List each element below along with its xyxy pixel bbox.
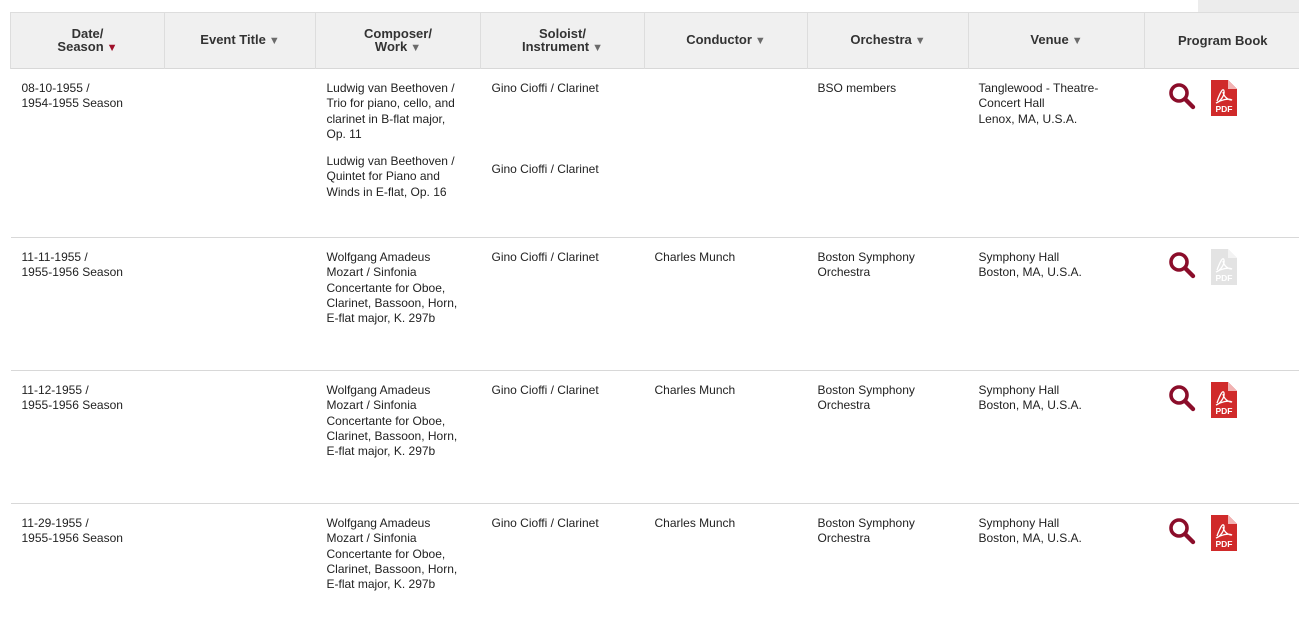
program-book-actions (1156, 383, 1291, 419)
program-book-actions (1156, 250, 1291, 286)
top-tab[interactable] (1198, 0, 1299, 12)
program-book-actions (1156, 516, 1291, 552)
venue-name[interactable]: Symphony Hall (979, 383, 1135, 398)
header-program-book (1145, 13, 1299, 69)
header-work-label: Work (375, 39, 407, 54)
pdf-icon[interactable] (1209, 381, 1239, 419)
soloist-item[interactable]: Gino Cioffi / Clarinet (492, 383, 631, 398)
orchestra-name[interactable]: BSO members (818, 81, 897, 95)
svg-text:PDF: PDF (1215, 273, 1232, 283)
cell-orchestra (808, 371, 969, 504)
sort-icon[interactable]: ▼ (915, 35, 926, 47)
cell-orchestra (808, 504, 969, 634)
table-row (11, 371, 1299, 504)
venue-name[interactable]: Tanglewood - Theatre-Concert Hall (979, 81, 1135, 112)
header-composer-work[interactable] (316, 13, 481, 69)
performance-date[interactable]: 11-11-1955 / (22, 250, 155, 265)
cell-event-title (165, 504, 316, 634)
work-item[interactable]: Wolfgang Amadeus Mozart / Sinfonia Concertante for Oboe, Clarinet, Bassoon, Horn, E-flat major, K. 297b (327, 250, 467, 326)
sort-icon[interactable]: ▼ (269, 35, 280, 47)
conductor-name[interactable]: Charles Munch (655, 250, 736, 264)
header-composer-label: Composer/ (364, 26, 432, 41)
cell-soloist-instrument (481, 69, 645, 238)
cell-program-book (1145, 238, 1299, 371)
work-item[interactable]: Wolfgang Amadeus Mozart / Sinfonia Concertante for Oboe, Clarinet, Bassoon, Horn, E-flat major, K. 297b (327, 516, 467, 592)
header-venue-label: Venue (1030, 32, 1068, 47)
cell-venue (969, 238, 1145, 371)
soloist-item[interactable]: Gino Cioffi / Clarinet (492, 162, 631, 177)
pdf-icon[interactable] (1209, 79, 1239, 117)
cell-soloist-instrument (481, 504, 645, 634)
program-book-actions (1156, 81, 1291, 117)
header-venue[interactable] (969, 13, 1145, 69)
table-row (11, 504, 1299, 634)
cell-venue (969, 371, 1145, 504)
cell-venue (969, 69, 1145, 238)
cell-venue (969, 504, 1145, 634)
sort-desc-icon[interactable]: ▼ (107, 42, 118, 54)
header-program-book-label: Program Book (1178, 33, 1268, 48)
conductor-name[interactable]: Charles Munch (655, 516, 736, 530)
header-orchestra-label: Orchestra (850, 32, 911, 47)
performance-table (10, 12, 1299, 634)
cell-program-book (1145, 504, 1299, 634)
soloist-item[interactable]: Gino Cioffi / Clarinet (492, 250, 631, 265)
cell-conductor (645, 69, 808, 238)
header-event-title-label: Event Title (200, 32, 266, 47)
svg-text:PDF: PDF (1215, 406, 1232, 416)
venue-location: Lenox, MA, U.S.A. (979, 112, 1135, 127)
soloist-item[interactable]: Gino Cioffi / Clarinet (492, 81, 631, 150)
cell-composer-work (316, 238, 481, 371)
orchestra-name[interactable]: Boston Symphony Orchestra (818, 250, 915, 279)
venue-name[interactable]: Symphony Hall (979, 516, 1135, 531)
cell-conductor (645, 504, 808, 634)
cell-program-book (1145, 69, 1299, 238)
cell-conductor (645, 238, 808, 371)
cell-event-title (165, 238, 316, 371)
sort-icon[interactable]: ▼ (410, 42, 421, 54)
cell-soloist-instrument (481, 371, 645, 504)
header-soloist-instrument[interactable] (481, 13, 645, 69)
cell-date-season (11, 69, 165, 238)
cell-date-season (11, 504, 165, 634)
header-instrument-label: Instrument (522, 39, 589, 54)
orchestra-name[interactable]: Boston Symphony Orchestra (818, 383, 915, 412)
header-season-label-text: Season (57, 39, 103, 54)
table-row (11, 69, 1299, 238)
table-row (11, 238, 1299, 371)
venue-location: Boston, MA, U.S.A. (979, 265, 1135, 280)
soloist-item[interactable]: Gino Cioffi / Clarinet (492, 516, 631, 531)
search-icon[interactable] (1167, 81, 1197, 111)
sort-icon[interactable]: ▼ (755, 35, 766, 47)
svg-text:PDF: PDF (1215, 539, 1232, 549)
pdf-icon[interactable] (1209, 514, 1239, 552)
performance-date[interactable]: 08-10-1955 / (22, 81, 155, 96)
header-conductor[interactable] (645, 13, 808, 69)
cell-program-book (1145, 371, 1299, 504)
cell-event-title (165, 371, 316, 504)
sort-icon[interactable]: ▼ (592, 42, 603, 54)
header-event-title[interactable] (165, 13, 316, 69)
venue-location: Boston, MA, U.S.A. (979, 398, 1135, 413)
header-date-season[interactable] (11, 13, 165, 69)
search-icon[interactable] (1167, 383, 1197, 413)
pdf-icon-disabled (1209, 248, 1239, 286)
orchestra-name[interactable]: Boston Symphony Orchestra (818, 516, 915, 545)
search-icon[interactable] (1167, 516, 1197, 546)
performance-date[interactable]: 11-12-1955 / (22, 383, 155, 398)
header-conductor-label: Conductor (686, 32, 752, 47)
season-label: 1955-1956 Season (22, 265, 155, 280)
sort-icon[interactable]: ▼ (1072, 35, 1083, 47)
venue-location: Boston, MA, U.S.A. (979, 531, 1135, 546)
header-date-label: Date/ (72, 26, 104, 41)
venue-name[interactable]: Symphony Hall (979, 250, 1135, 265)
season-label: 1955-1956 Season (22, 398, 155, 413)
work-item[interactable]: Wolfgang Amadeus Mozart / Sinfonia Concertante for Oboe, Clarinet, Bassoon, Horn, E-flat major, K. 297b (327, 383, 467, 459)
performance-date[interactable]: 11-29-1955 / (22, 516, 155, 531)
cell-orchestra (808, 69, 969, 238)
work-item[interactable]: Ludwig van Beethoven / Quintet for Piano and Winds in E-flat, Op. 16 (327, 154, 467, 200)
top-strip (0, 0, 1299, 12)
cell-orchestra (808, 238, 969, 371)
work-item[interactable]: Ludwig van Beethoven / Trio for piano, cello, and clarinet in B-flat major, Op. 11 (327, 81, 467, 142)
table-header-row (11, 13, 1299, 69)
cell-date-season (11, 238, 165, 371)
search-icon[interactable] (1167, 250, 1197, 280)
cell-date-season (11, 371, 165, 504)
svg-text:PDF: PDF (1215, 104, 1232, 114)
cell-conductor (645, 371, 808, 504)
cell-composer-work (316, 371, 481, 504)
season-label: 1954-1955 Season (22, 96, 155, 111)
header-soloist-label: Soloist/ (539, 26, 586, 41)
header-orchestra[interactable] (808, 13, 969, 69)
season-label: 1955-1956 Season (22, 531, 155, 546)
cell-composer-work (316, 69, 481, 238)
cell-event-title (165, 69, 316, 238)
cell-soloist-instrument (481, 238, 645, 371)
cell-composer-work (316, 504, 481, 634)
conductor-name[interactable]: Charles Munch (655, 383, 736, 397)
